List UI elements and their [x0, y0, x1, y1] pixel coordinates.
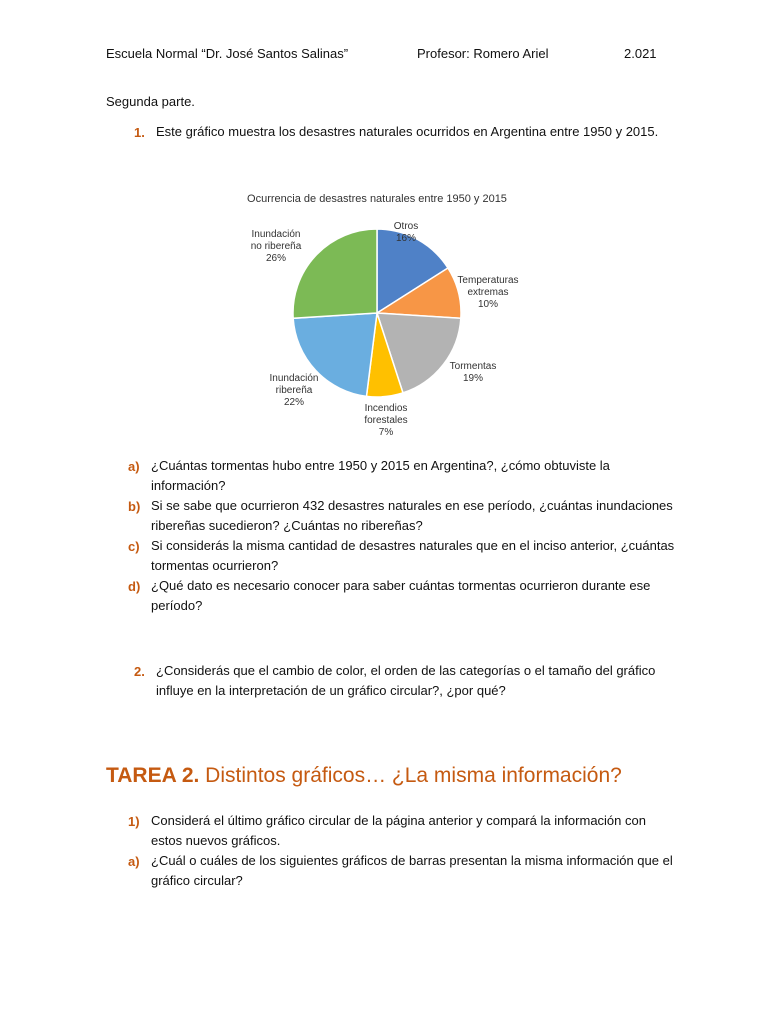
slice-label: [394, 221, 418, 244]
tarea-item-number: 1): [128, 814, 140, 829]
slice-value-label: 7%: [378, 427, 394, 438]
slice-value-label: 22%: [283, 397, 305, 408]
header-school: Escuela Normal “Dr. José Santos Salinas”: [106, 46, 349, 61]
tarea-heading: [106, 764, 622, 788]
slice-value-label: 16%: [395, 233, 417, 244]
question-line2: período?: [151, 598, 203, 613]
slice-label: [251, 229, 302, 264]
slice-category-label: no ribereña: [250, 241, 302, 252]
pie-slice: [293, 229, 377, 318]
item-2-line1: ¿Considerás que el cambio de color, el orden de las categorías o el tamaño del gráfico: [156, 663, 656, 678]
slice-category-label: Temperaturas: [457, 275, 519, 286]
item-1-text: Este gráfico muestra los desastres naturales ocurridos en Argentina entre 1950 y 2015.: [156, 124, 659, 139]
question-letter: b): [128, 499, 141, 514]
slice-value-label: 26%: [265, 253, 287, 264]
chart-title: Ocurrencia de desastres naturales entre 1950 y 2015: [247, 193, 507, 205]
section-title: Segunda parte.: [106, 94, 195, 109]
header-year: 2.021: [624, 46, 657, 61]
item-1-number: 1.: [134, 125, 145, 140]
tarea-item-line1: Considerá el último gráfico circular de la página anterior y compará la información con: [151, 813, 646, 828]
question-line1: ¿Qué dato es necesario conocer para saber cuántas tormentas ocurrieron durante ese: [151, 578, 651, 593]
slice-category-label: Otros: [393, 221, 419, 232]
slice-category-label: Inundación: [251, 229, 301, 240]
slice-value-label: 10%: [477, 299, 499, 310]
pie-chart: [230, 185, 530, 445]
question-line2: tormentas ocurrieron?: [151, 558, 279, 573]
header-teacher: Profesor: Romero Ariel: [417, 46, 549, 61]
tarea-item-line2: estos nuevos gráficos.: [151, 833, 281, 848]
slice-category-label: Inundación: [269, 373, 319, 384]
question-letter: a): [128, 459, 140, 474]
question-line1: ¿Cuántas tormentas hubo entre 1950 y 2015 en Argentina?, ¿cómo obtuviste la: [151, 458, 610, 473]
slice-category-label: Tormentas: [449, 361, 497, 372]
slice-category-label: ribereña: [275, 385, 313, 396]
slice-category-label: forestales: [364, 415, 408, 426]
question-line2: información?: [151, 478, 226, 493]
slice-label: [364, 403, 407, 438]
tarea-item-number: a): [128, 854, 140, 869]
slice-category-label: extremas: [467, 287, 509, 298]
tarea-item-line1: ¿Cuál o cuáles de los siguientes gráficos de barras presentan la misma información que el: [151, 853, 673, 868]
tarea-heading-rest: Distintos gráficos… ¿La misma información?: [199, 764, 622, 787]
slice-value-label: 19%: [462, 373, 484, 384]
question-letter: c): [128, 539, 140, 554]
question-line1: Si considerás la misma cantidad de desastres naturales que en el inciso anterior, ¿cuántas: [151, 538, 675, 553]
slice-category-label: Incendios: [364, 403, 408, 414]
slice-label: [270, 373, 319, 408]
question-letter: d): [128, 579, 141, 594]
tarea-item-line2: gráfico circular?: [151, 873, 243, 888]
slice-label: [450, 361, 497, 384]
slice-label: [457, 275, 518, 310]
item-2-number: 2.: [134, 664, 145, 679]
question-line1: Si se sabe que ocurrieron 432 desastres naturales en ese período, ¿cuántas inundaciones: [151, 498, 673, 513]
tarea-heading-bold: TAREA 2.: [106, 764, 200, 787]
question-line2: ribereñas sucedieron? ¿Cuántas no ribereñas?: [151, 518, 423, 533]
item-2-line2: influye en la interpretación de un gráfico circular?, ¿por qué?: [156, 683, 506, 698]
